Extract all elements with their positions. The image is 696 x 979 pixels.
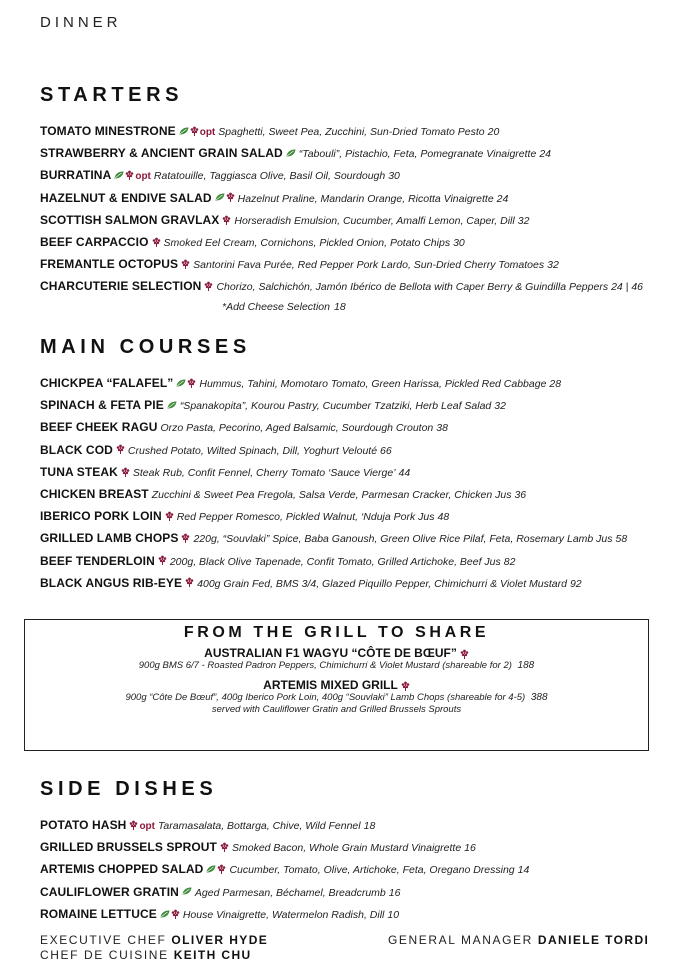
add-cheese-note: [222, 301, 346, 313]
flower-icon: [181, 259, 190, 269]
item-description: Hazelnut Praline, Mandarin Orange, Ricotta Vinaigrette: [237, 192, 494, 205]
leaf-icon: [160, 910, 170, 918]
item-name: BEEF CHEEK RAGU: [40, 420, 158, 435]
sides-title: SIDE DISHES: [40, 778, 218, 800]
menu-item: [40, 209, 670, 231]
item-description: “Tabouli”, Pistachio, Feta, Pomegranate Vinaigrette: [298, 148, 537, 161]
item-description: “Spanakopita”, Kourou Pastry, Cucumber Tzatziki, Herb Leaf Salad: [179, 400, 492, 413]
menu-item: [40, 187, 670, 209]
item-price: 24: [496, 192, 509, 205]
starters-list: [40, 120, 670, 298]
item-name: GRILLED LAMB CHOPS: [40, 531, 179, 546]
item-name: POTATO HASH: [40, 818, 127, 832]
item-description: Orzo Pasta, Pecorino, Aged Balsamic, Sourdough Crouton: [160, 422, 434, 435]
flower-icon: [158, 555, 167, 565]
item-description: Chorizo, Salchichón, Jamón Ibérico de Bellota with Caper Berry & Guindilla Peppers: [216, 281, 609, 294]
menu-item: [40, 275, 670, 297]
flower-icon: [185, 577, 194, 587]
leaf-icon: [176, 379, 186, 387]
item-price: 16: [464, 842, 476, 855]
flower-icon: [204, 281, 213, 291]
item-description: Red Pepper Romesco, Pickled Walnut, ‘Nduja Pork Jus: [176, 511, 435, 524]
grill-item-description: [25, 692, 648, 704]
item-price: 30: [388, 170, 400, 183]
item-name: CHARCUTERIE SELECTION: [40, 279, 202, 294]
item-name: CAULIFLOWER GRATIN: [40, 884, 179, 899]
item-name: AUSTRALIAN F1 WAGYU “CÔTE DE BŒUF”: [204, 646, 457, 660]
item-description: Smoked Eel Cream, Cornichons, Pickled Onion, Potato Chips: [163, 236, 451, 249]
item-price: 24 | 46: [611, 281, 643, 294]
grill-item-description: [25, 660, 648, 672]
item-name: GRILLED BRUSSELS SPROUT: [40, 840, 217, 855]
description-line: served with Cauliflower Gratin and Grilled Brussels Sprouts: [211, 704, 462, 715]
flower-icon: [116, 444, 125, 454]
item-description: Ratatouille, Taggiasca Olive, Basil Oil, Sourdough: [153, 170, 386, 183]
item-description: 220g, “Souvlaki” Spice, Baba Ganoush, Green Olive Rice Pilaf, Feta, Rosemary Lamb Jus: [193, 533, 613, 546]
item-price: 92: [569, 577, 582, 590]
menu-item: [40, 572, 670, 594]
general-manager-credit: [388, 933, 649, 947]
note-text: *Add Cheese Selection: [222, 301, 330, 313]
item-description: Crushed Potato, Wilted Spinach, Dill, Yoghurt Velouté: [127, 444, 378, 457]
item-price: 14: [517, 864, 530, 877]
item-price: 38: [436, 422, 448, 435]
opt-marker: opt: [135, 171, 151, 183]
item-description: Hummus, Tahini, Momotaro Tomato, Green Harissa, Pickled Red Cabbage: [199, 378, 547, 390]
item-price: 188: [517, 660, 535, 671]
executive-chef-label: EXECUTIVE CHEF: [40, 933, 167, 947]
menu-item: [40, 394, 670, 416]
flower-icon: [460, 649, 469, 659]
leaf-icon: [167, 401, 177, 409]
item-price: 20: [487, 126, 500, 138]
menu-item: [40, 372, 670, 394]
item-price: 28: [549, 378, 562, 390]
flower-icon: [187, 378, 196, 388]
flower-icon: [226, 192, 235, 202]
leaf-icon: [286, 149, 296, 157]
grill-title: FROM THE GRILL TO SHARE: [183, 624, 490, 641]
item-description: 400g Grain Fed, BMS 3/4, Glazed Piquillo Pepper, Chimichurri & Violet Mustard: [197, 577, 567, 590]
item-name: SPINACH & FETA PIE: [40, 398, 164, 413]
sides-list: [40, 814, 670, 925]
item-description: Horseradish Emulsion, Cucumber, Amalfi Lemon, Caper, Dill: [234, 214, 515, 227]
item-price: 82: [503, 555, 516, 568]
item-price: 36: [514, 488, 527, 501]
item-price: 66: [380, 444, 392, 457]
mains-title: MAIN COURSES: [40, 336, 251, 358]
item-name: TOMATO MINESTRONE: [40, 124, 176, 138]
menu-item: [40, 881, 670, 903]
flower-icon: [121, 467, 130, 477]
chef-de-cuisine-name: KEITH CHU: [173, 948, 252, 962]
flower-icon: [220, 842, 229, 852]
item-price: 32: [494, 400, 506, 413]
menu-item: [40, 527, 670, 549]
flower-icon: [190, 126, 199, 136]
grill-item-name: [25, 646, 648, 660]
item-name: BEEF TENDERLOIN: [40, 553, 155, 568]
page-header: DINNER: [40, 14, 122, 31]
chef-de-cuisine-label: CHEF DE CUISINE: [40, 948, 169, 962]
opt-marker: opt: [139, 821, 155, 832]
item-description: Taramasalata, Bottarga, Chive, Wild Fennel: [157, 820, 361, 832]
item-price: 18: [363, 820, 376, 832]
leaf-icon: [182, 887, 192, 895]
flower-icon: [129, 820, 138, 830]
item-description: Santorini Fava Purée, Red Pepper Pork Lardo, Sun-Dried Cherry Tomatoes: [193, 259, 545, 272]
menu-item: [40, 142, 670, 164]
chef-de-cuisine-credit: [40, 948, 252, 962]
item-name: BURRATINA: [40, 168, 112, 183]
leaf-icon: [179, 127, 189, 135]
mains-list: [40, 372, 670, 594]
item-description: House Vinaigrette, Watermelon Radish, Dill: [182, 908, 385, 921]
item-name: FREMANTLE OCTOPUS: [40, 257, 179, 272]
grill-items: [25, 646, 648, 716]
starters-title: STARTERS: [40, 84, 184, 106]
note-price: 18: [334, 301, 346, 313]
grill-box: [24, 619, 649, 751]
menu-item: [40, 120, 670, 142]
flower-icon: [217, 864, 226, 874]
menu-item: [40, 253, 670, 275]
item-price: 388: [530, 692, 548, 703]
menu-item: [40, 505, 670, 527]
item-price: 32: [547, 259, 559, 272]
item-description: Spaghetti, Sweet Pea, Zucchini, Sun-Dried Tomato Pesto: [218, 126, 485, 138]
executive-chef-name: OLIVER HYDE: [171, 933, 269, 947]
item-price: 30: [453, 236, 465, 249]
grill-item-description: [25, 704, 648, 716]
menu-item: [40, 858, 670, 880]
menu-item: [40, 231, 670, 253]
item-name: BLACK COD: [40, 442, 113, 457]
item-price: 44: [398, 466, 411, 479]
general-manager-name: DANIELE TORDI: [537, 933, 650, 947]
item-name: CHICKEN BREAST: [40, 486, 149, 501]
item-description: Aged Parmesan, Béchamel, Breadcrumb: [194, 886, 386, 899]
leaf-icon: [114, 171, 124, 179]
item-price: 10: [387, 908, 400, 921]
grill-item-name: [25, 678, 648, 692]
item-name: ARTEMIS CHOPPED SALAD: [40, 862, 204, 877]
item-name: STRAWBERRY & ANCIENT GRAIN SALAD: [40, 146, 283, 161]
menu-item: [40, 164, 670, 186]
item-price: 24: [539, 148, 552, 161]
item-name: TUNA STEAK: [40, 464, 118, 479]
executive-chef-credit: [40, 933, 268, 947]
menu-item: [40, 416, 670, 438]
flower-icon: [401, 681, 410, 691]
item-price: 16: [388, 886, 401, 899]
item-price: 32: [517, 214, 530, 227]
menu-item: [40, 836, 670, 858]
item-description: Smoked Bacon, Whole Grain Mustard Vinaigrette: [231, 842, 462, 855]
leaf-icon: [206, 865, 216, 873]
item-description: Zucchini & Sweet Pea Fregola, Salsa Verde, Parmesan Cracker, Chicken Jus: [151, 488, 512, 501]
menu-item: [40, 814, 670, 836]
item-name: BEEF CARPACCIO: [40, 234, 149, 249]
item-name: HAZELNUT & ENDIVE SALAD: [40, 190, 212, 205]
description-line: 900g BMS 6/7 - Roasted Padron Peppers, Chimichurri & Violet Mustard (shareable for 2): [138, 660, 512, 671]
item-name: BLACK ANGUS RIB-EYE: [40, 575, 183, 590]
flower-icon: [181, 533, 190, 543]
item-description: Steak Rub, Confit Fennel, Cherry Tomato ‘Sauce Vierge’: [132, 466, 396, 479]
item-price: 58: [615, 533, 628, 546]
item-description: 200g, Black Olive Tapenade, Confit Tomato, Grilled Artichoke, Beef Jus: [169, 555, 501, 568]
description-line: 900g “Côte De Bœuf”, 400g Iberico Pork Loin, 400g “Souvlaki” Lamb Chops (shareable for 4-5): [125, 692, 526, 703]
opt-marker: opt: [199, 127, 216, 138]
menu-item: [40, 439, 670, 461]
flower-icon: [125, 170, 134, 180]
leaf-icon: [215, 193, 225, 201]
item-name: SCOTTISH SALMON GRAVLAX: [40, 212, 220, 227]
flower-icon: [152, 237, 161, 247]
item-price: 48: [437, 511, 450, 524]
flower-icon: [222, 215, 231, 225]
item-description: Cucumber, Tomato, Olive, Artichoke, Feta, Oregano Dressing: [229, 864, 515, 877]
menu-item: [40, 461, 670, 483]
menu-item: [40, 483, 670, 505]
item-name: IBERICO PORK LOIN: [40, 509, 162, 524]
menu-item: [40, 903, 670, 925]
general-manager-label: GENERAL MANAGER: [388, 933, 533, 947]
item-name: ROMAINE LETTUCE: [40, 906, 157, 921]
flower-icon: [165, 511, 174, 521]
flower-icon: [171, 909, 180, 919]
menu-item: [40, 550, 670, 572]
item-name: CHICKPEA “FALAFEL”: [40, 376, 174, 390]
item-name: ARTEMIS MIXED GRILL: [263, 678, 398, 692]
